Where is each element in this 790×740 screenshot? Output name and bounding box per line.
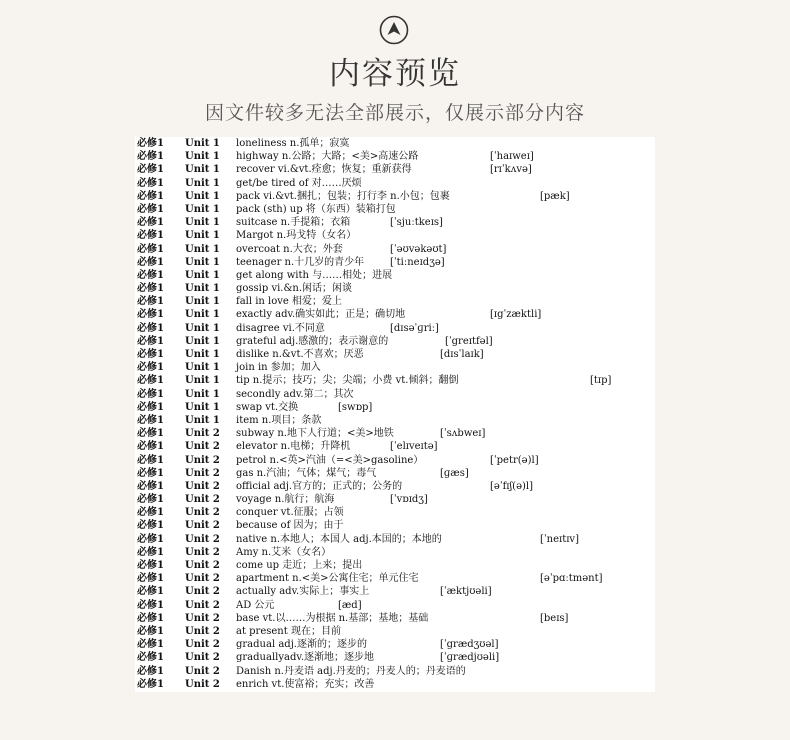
- vocab-row: [135, 308, 655, 321]
- word-entry: get/be tired of 对……厌烦: [236, 177, 362, 189]
- word-entry: Margot n.玛戈特（女名）: [236, 230, 357, 242]
- vocab-row: [135, 506, 655, 519]
- vocab-row: [135, 599, 655, 612]
- word-entry: recover vi.&vt.痊愈；恢复；重新获得: [236, 164, 412, 176]
- unit-label: Unit 1: [185, 177, 220, 189]
- book-label: 必修1: [137, 230, 164, 242]
- word-entry: dislike n.&vt.不喜欢；厌恶: [236, 349, 364, 360]
- book-label: 必修1: [137, 322, 164, 334]
- word-entry: Danish n.丹麦语 adj.丹麦的；丹麦人的；丹麦语的: [236, 665, 466, 677]
- unit-label: Unit 2: [185, 533, 220, 545]
- word-entry: swap vt.交换: [236, 401, 299, 413]
- word-entry: grateful adj.感激的；表示谢意的: [236, 335, 389, 347]
- word-entry: base vt.以……为根据 n.基部；基地；基础: [236, 612, 429, 624]
- vocab-row: [135, 440, 655, 453]
- pronunciation: [beɪs]: [540, 612, 569, 624]
- word-entry: because of 因为；由于: [236, 520, 344, 532]
- book-label: 必修1: [137, 349, 164, 360]
- pronunciation: [dɪsəˈɡriː]: [390, 322, 439, 334]
- vocab-row: [135, 295, 655, 308]
- book-label: 必修1: [137, 296, 164, 308]
- unit-label: Unit 2: [185, 467, 220, 479]
- word-entry: native n.本地人；本国人 adj.本国的；本地的: [236, 533, 442, 545]
- vocab-row: [135, 454, 655, 467]
- book-label: 必修1: [137, 177, 164, 189]
- vocab-row: [135, 177, 655, 190]
- vocab-row: [135, 335, 655, 348]
- pronunciation: [tɪp]: [590, 375, 612, 387]
- vocab-row: [135, 374, 655, 387]
- book-label: 必修1: [137, 520, 164, 532]
- word-entry: petrol n.<英>汽油（=<美>gasoline）: [236, 454, 424, 466]
- unit-label: Unit 1: [185, 190, 220, 202]
- unit-label: Unit 1: [185, 296, 220, 308]
- book-label: 必修1: [137, 388, 164, 400]
- vocab-row: [135, 229, 655, 242]
- pronunciation: [rɪˈkʌvə]: [490, 164, 532, 176]
- unit-label: Unit 1: [185, 230, 220, 242]
- vocab-row: [135, 190, 655, 203]
- word-entry: get along with 与……相处；进展: [236, 269, 393, 281]
- unit-label: Unit 2: [185, 639, 220, 651]
- word-entry: at present 现在；目前: [236, 625, 341, 637]
- vocab-row: [135, 638, 655, 651]
- word-entry: AD 公元: [236, 599, 275, 611]
- unit-label: Unit 2: [185, 507, 220, 519]
- vocab-row: [135, 678, 655, 691]
- book-label: 必修1: [137, 507, 164, 519]
- document-preview: [135, 137, 655, 692]
- unit-label: Unit 2: [185, 678, 220, 690]
- word-entry: tip n.提示；技巧；尖；尖端；小费 vt.倾斜；翻倒: [236, 375, 459, 387]
- word-entry: secondly adv.第二；其次: [236, 388, 354, 400]
- unit-label: Unit 1: [185, 151, 220, 163]
- word-entry: teenager n.十几岁的青少年: [236, 256, 365, 268]
- vocab-row: [135, 546, 655, 559]
- word-entry: come up 走近；上来；提出: [236, 560, 363, 571]
- word-entry: pack (sth) up 将（东西）装箱打包: [236, 203, 396, 215]
- book-label: 必修1: [137, 560, 164, 571]
- pronunciation: [ˈvɒɪdʒ]: [390, 494, 428, 506]
- vocab-row: [135, 665, 655, 678]
- book-label: 必修1: [137, 203, 164, 215]
- book-label: 必修1: [137, 533, 164, 545]
- vocab-row: [135, 467, 655, 480]
- pronunciation: [əˈpɑːtmənt]: [540, 573, 603, 585]
- unit-label: Unit 1: [185, 243, 220, 255]
- word-entry: loneliness n.孤单；寂寞: [236, 138, 350, 149]
- pronunciation: [ˈæktjʊəli]: [440, 586, 492, 598]
- book-label: 必修1: [137, 362, 164, 374]
- book-label: 必修1: [137, 573, 164, 585]
- book-label: 必修1: [137, 283, 164, 295]
- unit-label: Unit 1: [185, 414, 220, 426]
- unit-label: Unit 1: [185, 322, 220, 334]
- vocab-row: [135, 322, 655, 335]
- word-entry: gradual adj.逐渐的；逐步的: [236, 639, 367, 651]
- word-entry: actually adv.实际上；事实上: [236, 586, 370, 598]
- vocab-row: [135, 282, 655, 295]
- book-label: 必修1: [137, 138, 164, 149]
- pronunciation: [dɪsˈlaɪk]: [440, 349, 484, 360]
- pronunciation: [ˈsjuːtkeɪs]: [390, 217, 443, 229]
- word-entry: enrich vt.使富裕；充实；改善: [236, 678, 375, 690]
- book-label: 必修1: [137, 309, 164, 321]
- vocab-row: [135, 256, 655, 269]
- pronunciation: [əˈfɪʃ(ə)l]: [490, 480, 534, 492]
- unit-label: Unit 2: [185, 520, 220, 532]
- unit-label: Unit 1: [185, 375, 220, 387]
- book-label: 必修1: [137, 441, 164, 453]
- word-entry: pack vi.&vt.捆扎；包装；打行李 n.小包；包裹: [236, 190, 450, 202]
- vocab-row: [135, 150, 655, 163]
- book-label: 必修1: [137, 190, 164, 202]
- book-label: 必修1: [137, 625, 164, 637]
- unit-label: Unit 2: [185, 625, 220, 637]
- book-label: 必修1: [137, 164, 164, 176]
- unit-label: Unit 2: [185, 560, 220, 571]
- word-entry: highway n.公路；大路；<美>高速公路: [236, 151, 419, 163]
- pronunciation: [æd]: [338, 599, 362, 611]
- pronunciation: [ɡæs]: [440, 467, 469, 479]
- word-entry: official adj.官方的；正式的；公务的: [236, 480, 403, 492]
- book-label: 必修1: [137, 639, 164, 651]
- vocab-row: [135, 269, 655, 282]
- unit-label: Unit 1: [185, 362, 220, 374]
- unit-label: Unit 2: [185, 573, 220, 585]
- book-label: 必修1: [137, 269, 164, 281]
- pronunciation: [ˈtiːneɪdʒə]: [390, 256, 445, 268]
- unit-label: Unit 1: [185, 138, 220, 149]
- book-label: 必修1: [137, 428, 164, 440]
- book-label: 必修1: [137, 665, 164, 677]
- vocab-row: [135, 480, 655, 493]
- book-label: 必修1: [137, 546, 164, 558]
- unit-label: Unit 2: [185, 586, 220, 598]
- word-entry: exactly adv.确实如此；正是；确切地: [236, 309, 406, 321]
- page-subtitle: 因文件较多无法全部展示，仅展示部分内容: [204, 102, 585, 124]
- unit-label: Unit 2: [185, 480, 220, 492]
- vocab-row: [135, 361, 655, 374]
- word-entry: join in 参加；加入: [236, 362, 321, 374]
- book-label: 必修1: [137, 256, 164, 268]
- vocab-row: [135, 427, 655, 440]
- unit-label: Unit 2: [185, 454, 220, 466]
- unit-label: Unit 2: [185, 494, 220, 506]
- vocab-row: [135, 533, 655, 546]
- unit-label: Unit 1: [185, 164, 220, 176]
- vocab-row: [135, 625, 655, 638]
- vocab-row: [135, 203, 655, 216]
- book-label: 必修1: [137, 652, 164, 664]
- book-label: 必修1: [137, 494, 164, 506]
- pronunciation: [swɒp]: [338, 401, 373, 413]
- book-label: 必修1: [137, 612, 164, 624]
- book-label: 必修1: [137, 375, 164, 387]
- book-label: 必修1: [137, 151, 164, 163]
- word-entry: subway n.地下人行道；<美>地铁: [236, 428, 394, 440]
- unit-label: Unit 1: [185, 283, 220, 295]
- unit-label: Unit 2: [185, 665, 220, 677]
- word-entry: item n.项目；条款: [236, 414, 322, 426]
- word-entry: graduallyadv.逐渐地；逐步地: [236, 652, 374, 664]
- vocab-row: [135, 651, 655, 664]
- vocab-row: [135, 163, 655, 176]
- word-entry: overcoat n.大衣；外套: [236, 243, 343, 255]
- vocab-row: [135, 348, 655, 361]
- unit-label: Unit 1: [185, 335, 220, 347]
- pronunciation: [ˈneɪtɪv]: [540, 533, 579, 545]
- word-entry: suitcase n.手提箱；衣箱: [236, 217, 351, 229]
- book-label: 必修1: [137, 480, 164, 492]
- word-entry: gossip vi.&n.闲话；闲谈: [236, 283, 353, 295]
- unit-label: Unit 1: [185, 309, 220, 321]
- vocab-row: [135, 559, 655, 572]
- book-label: 必修1: [137, 599, 164, 611]
- vocab-row: [135, 612, 655, 625]
- pronunciation: [ˈpetr(ə)l]: [490, 454, 539, 466]
- pronunciation: [ˈəʊvəkəʊt]: [390, 243, 447, 255]
- unit-label: Unit 1: [185, 388, 220, 400]
- pronunciation: [ɪgˈzæktli]: [490, 309, 542, 321]
- vocab-row: [135, 519, 655, 532]
- word-entry: gas n.汽油；气体；煤气；毒气: [236, 467, 377, 479]
- unit-label: Unit 1: [185, 203, 220, 215]
- word-entry: conquer vt.征服；占领: [236, 507, 344, 519]
- unit-label: Unit 2: [185, 612, 220, 624]
- unit-label: Unit 2: [185, 428, 220, 440]
- vocab-row: [135, 401, 655, 414]
- unit-label: Unit 1: [185, 401, 220, 413]
- book-label: 必修1: [137, 454, 164, 466]
- unit-label: Unit 1: [185, 349, 220, 360]
- book-label: 必修1: [137, 586, 164, 598]
- pronunciation: [ˈsʌbweɪ]: [440, 428, 486, 440]
- vocab-row: [135, 137, 655, 150]
- book-label: 必修1: [137, 401, 164, 413]
- unit-label: Unit 1: [185, 256, 220, 268]
- book-label: 必修1: [137, 335, 164, 347]
- pronunciation: [ˈgrædʒʊəl]: [440, 639, 499, 651]
- page-title: 内容预览: [329, 56, 461, 92]
- unit-label: Unit 2: [185, 652, 220, 664]
- vocab-row: [135, 243, 655, 256]
- book-label: 必修1: [137, 678, 164, 690]
- word-entry: Amy n.艾米（女名）: [236, 546, 332, 558]
- unit-label: Unit 1: [185, 217, 220, 229]
- pronunciation: [ˈɡrædjʊəli]: [440, 652, 500, 664]
- vocab-row: [135, 388, 655, 401]
- pronunciation: [ˈelɪveɪtə]: [390, 441, 438, 453]
- book-label: 必修1: [137, 467, 164, 479]
- unit-label: Unit 1: [185, 269, 220, 281]
- pronunciation: [ˈhaɪweɪ]: [490, 151, 534, 163]
- vocab-row: [135, 572, 655, 585]
- pronunciation: [pæk]: [540, 190, 570, 202]
- up-arrow-circle-icon: [379, 15, 409, 45]
- vocab-row: [135, 414, 655, 427]
- word-entry: voyage n.航行；航海: [236, 494, 335, 506]
- word-entry: disagree vi.不同意: [236, 322, 325, 334]
- word-entry: elevator n.电梯；升降机: [236, 441, 351, 453]
- word-entry: apartment n.<美>公寓住宅；单元住宅: [236, 573, 419, 585]
- unit-label: Unit 2: [185, 546, 220, 558]
- vocab-row: [135, 216, 655, 229]
- pronunciation: [ˈgreɪtfəl]: [445, 335, 493, 347]
- unit-label: Unit 2: [185, 441, 220, 453]
- vocab-row: [135, 493, 655, 506]
- vocab-row: [135, 585, 655, 598]
- word-entry: fall in love 相爱；爱上: [236, 296, 343, 308]
- book-label: 必修1: [137, 414, 164, 426]
- unit-label: Unit 2: [185, 599, 220, 611]
- book-label: 必修1: [137, 217, 164, 229]
- book-label: 必修1: [137, 243, 164, 255]
